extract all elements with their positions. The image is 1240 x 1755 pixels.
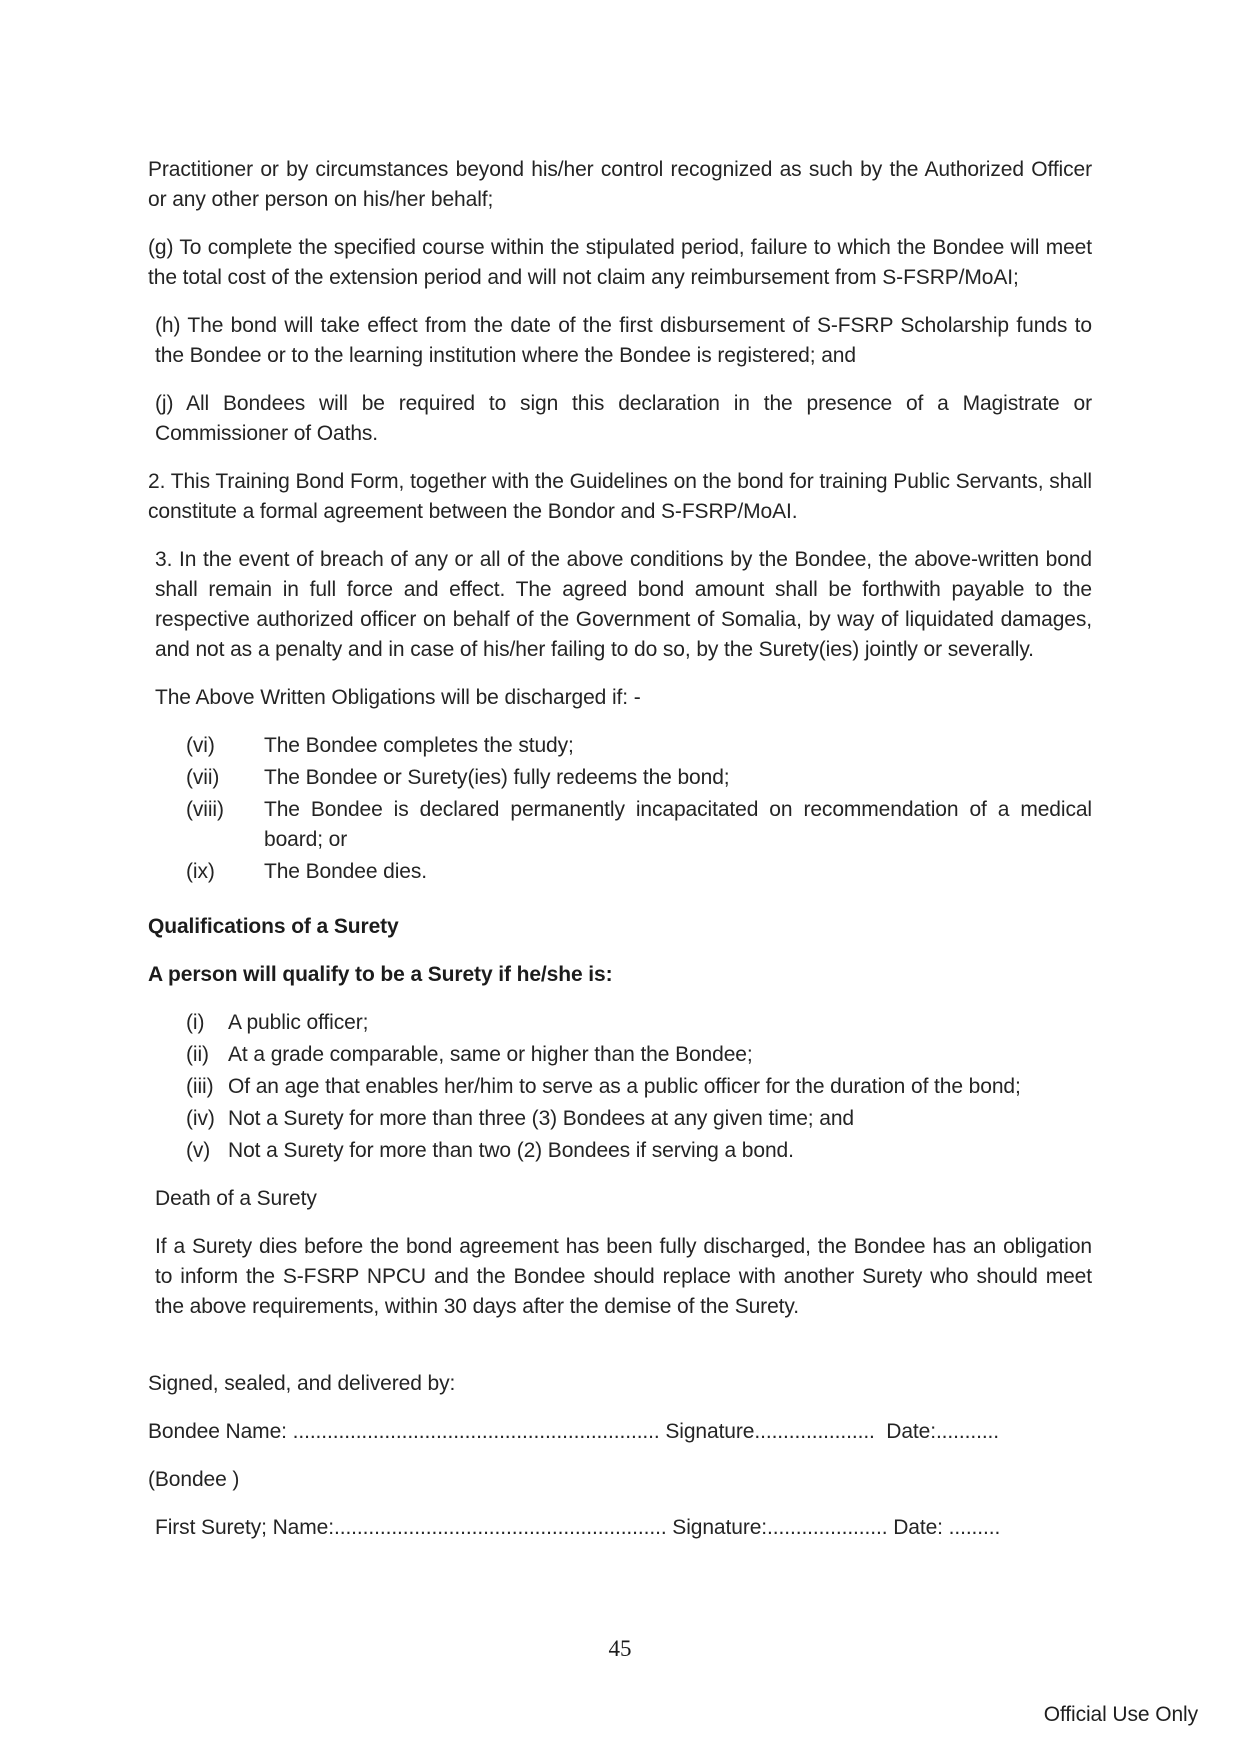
death-of-surety-paragraph: If a Surety dies before the bond agreement has been fully discharged, the Bondee has an obligation to inform the S-FSRP NPCU and the Bondee should replace with another Surety who should meet the above requirements, within 30 days after the demise of the Surety. [155, 1235, 1092, 1318]
qualifications-list [148, 1008, 1092, 1166]
paragraph-h: (h) The bond will take effect from the date of the first disbursement of S-FSRP Scholarship funds to the Bondee or to the learning institution where the Bondee is registered; and [155, 314, 1092, 367]
list-item-number: (iv) [186, 1107, 215, 1130]
bondee-label: (Bondee ) [148, 1468, 240, 1491]
list-item [186, 1008, 1092, 1038]
list-item-number: (vi) [186, 734, 215, 757]
list-item-number: (vii) [186, 766, 220, 789]
list-item-text: The Bondee or Surety(ies) fully redeems the bond; [264, 766, 730, 789]
list-item [186, 731, 1092, 761]
official-use-only-note: Official Use Only [1043, 1703, 1198, 1726]
list-item-text: A public officer; [228, 1011, 369, 1034]
paragraph-g: (g) To complete the specified course within the stipulated period, failure to which the Bondee will meet the total cost of the extension period and will not claim any reimbursement from S-FSRP/MoAI; [148, 236, 1092, 289]
paragraph-j: (j) All Bondees will be required to sign this declaration in the presence of a Magistrate or Commissioner of Oaths. [155, 392, 1092, 445]
paragraph-practitioner: Practitioner or by circumstances beyond his/her control recognized as such by the Authorized Officer or any other person on his/her behalf; [148, 158, 1092, 211]
list-item [186, 1104, 1092, 1134]
list-item-text: Of an age that enables her/him to serve as a public officer for the duration of the bond; [228, 1075, 1021, 1098]
list-item-text: Not a Surety for more than three (3) Bondees at any given time; and [228, 1107, 854, 1130]
list-item [186, 1136, 1092, 1166]
document-body [148, 155, 1092, 1561]
first-surety-signature-line: First Surety; Name:.......................................................... Signature:..................... Date: ......... [155, 1516, 1001, 1539]
signed-sealed-line: Signed, sealed, and delivered by: [148, 1372, 456, 1395]
paragraph-2: 2. This Training Bond Form, together with the Guidelines on the bond for training Public Servants, shall constitute a formal agreement between the Bondor and S-FSRP/MoAI. [148, 470, 1092, 523]
list-item-number: (ix) [186, 860, 215, 883]
page-number: 45 [608, 1636, 632, 1661]
bondee-signature-line: Bondee Name: ................................................................ Signature..................... Date:........... [148, 1420, 1000, 1443]
list-item-number: (viii) [186, 798, 224, 821]
list-item-text: At a grade comparable, same or higher than the Bondee; [228, 1043, 753, 1066]
obligations-intro: The Above Written Obligations will be discharged if: - [155, 686, 641, 709]
qualifications-heading: Qualifications of a Surety [148, 915, 399, 938]
list-item [186, 763, 1092, 793]
qualifications-intro: A person will qualify to be a Surety if he/she is: [148, 963, 613, 986]
list-item-number: (ii) [186, 1043, 209, 1066]
list-item [186, 1040, 1092, 1070]
paragraph-3: 3. In the event of breach of any or all of the above conditions by the Bondee, the above-written bond shall remain in full force and effect. The agreed bond amount shall be forthwith payable to the respective authorized officer on behalf of the Government of Somalia, by way of liquidated damages, and not as a penalty and in case of his/her failing to do so, by the Surety(ies) jointly or severally. [155, 548, 1092, 661]
list-item-text: The Bondee dies. [264, 860, 428, 883]
list-item-number: (i) [186, 1011, 205, 1034]
list-item-text: The Bondee is declared permanently incapacitated on recommendation of a medical board; or [264, 798, 1092, 851]
death-of-surety-heading: Death of a Surety [155, 1187, 317, 1210]
obligations-list [148, 731, 1092, 887]
list-item-number: (iii) [186, 1075, 214, 1098]
list-item-text: The Bondee completes the study; [264, 734, 574, 757]
list-item [186, 795, 1092, 855]
list-item [186, 857, 1092, 887]
list-item [186, 1072, 1092, 1102]
list-item-number: (v) [186, 1139, 211, 1162]
list-item-text: Not a Surety for more than two (2) Bondees if serving a bond. [228, 1139, 794, 1162]
